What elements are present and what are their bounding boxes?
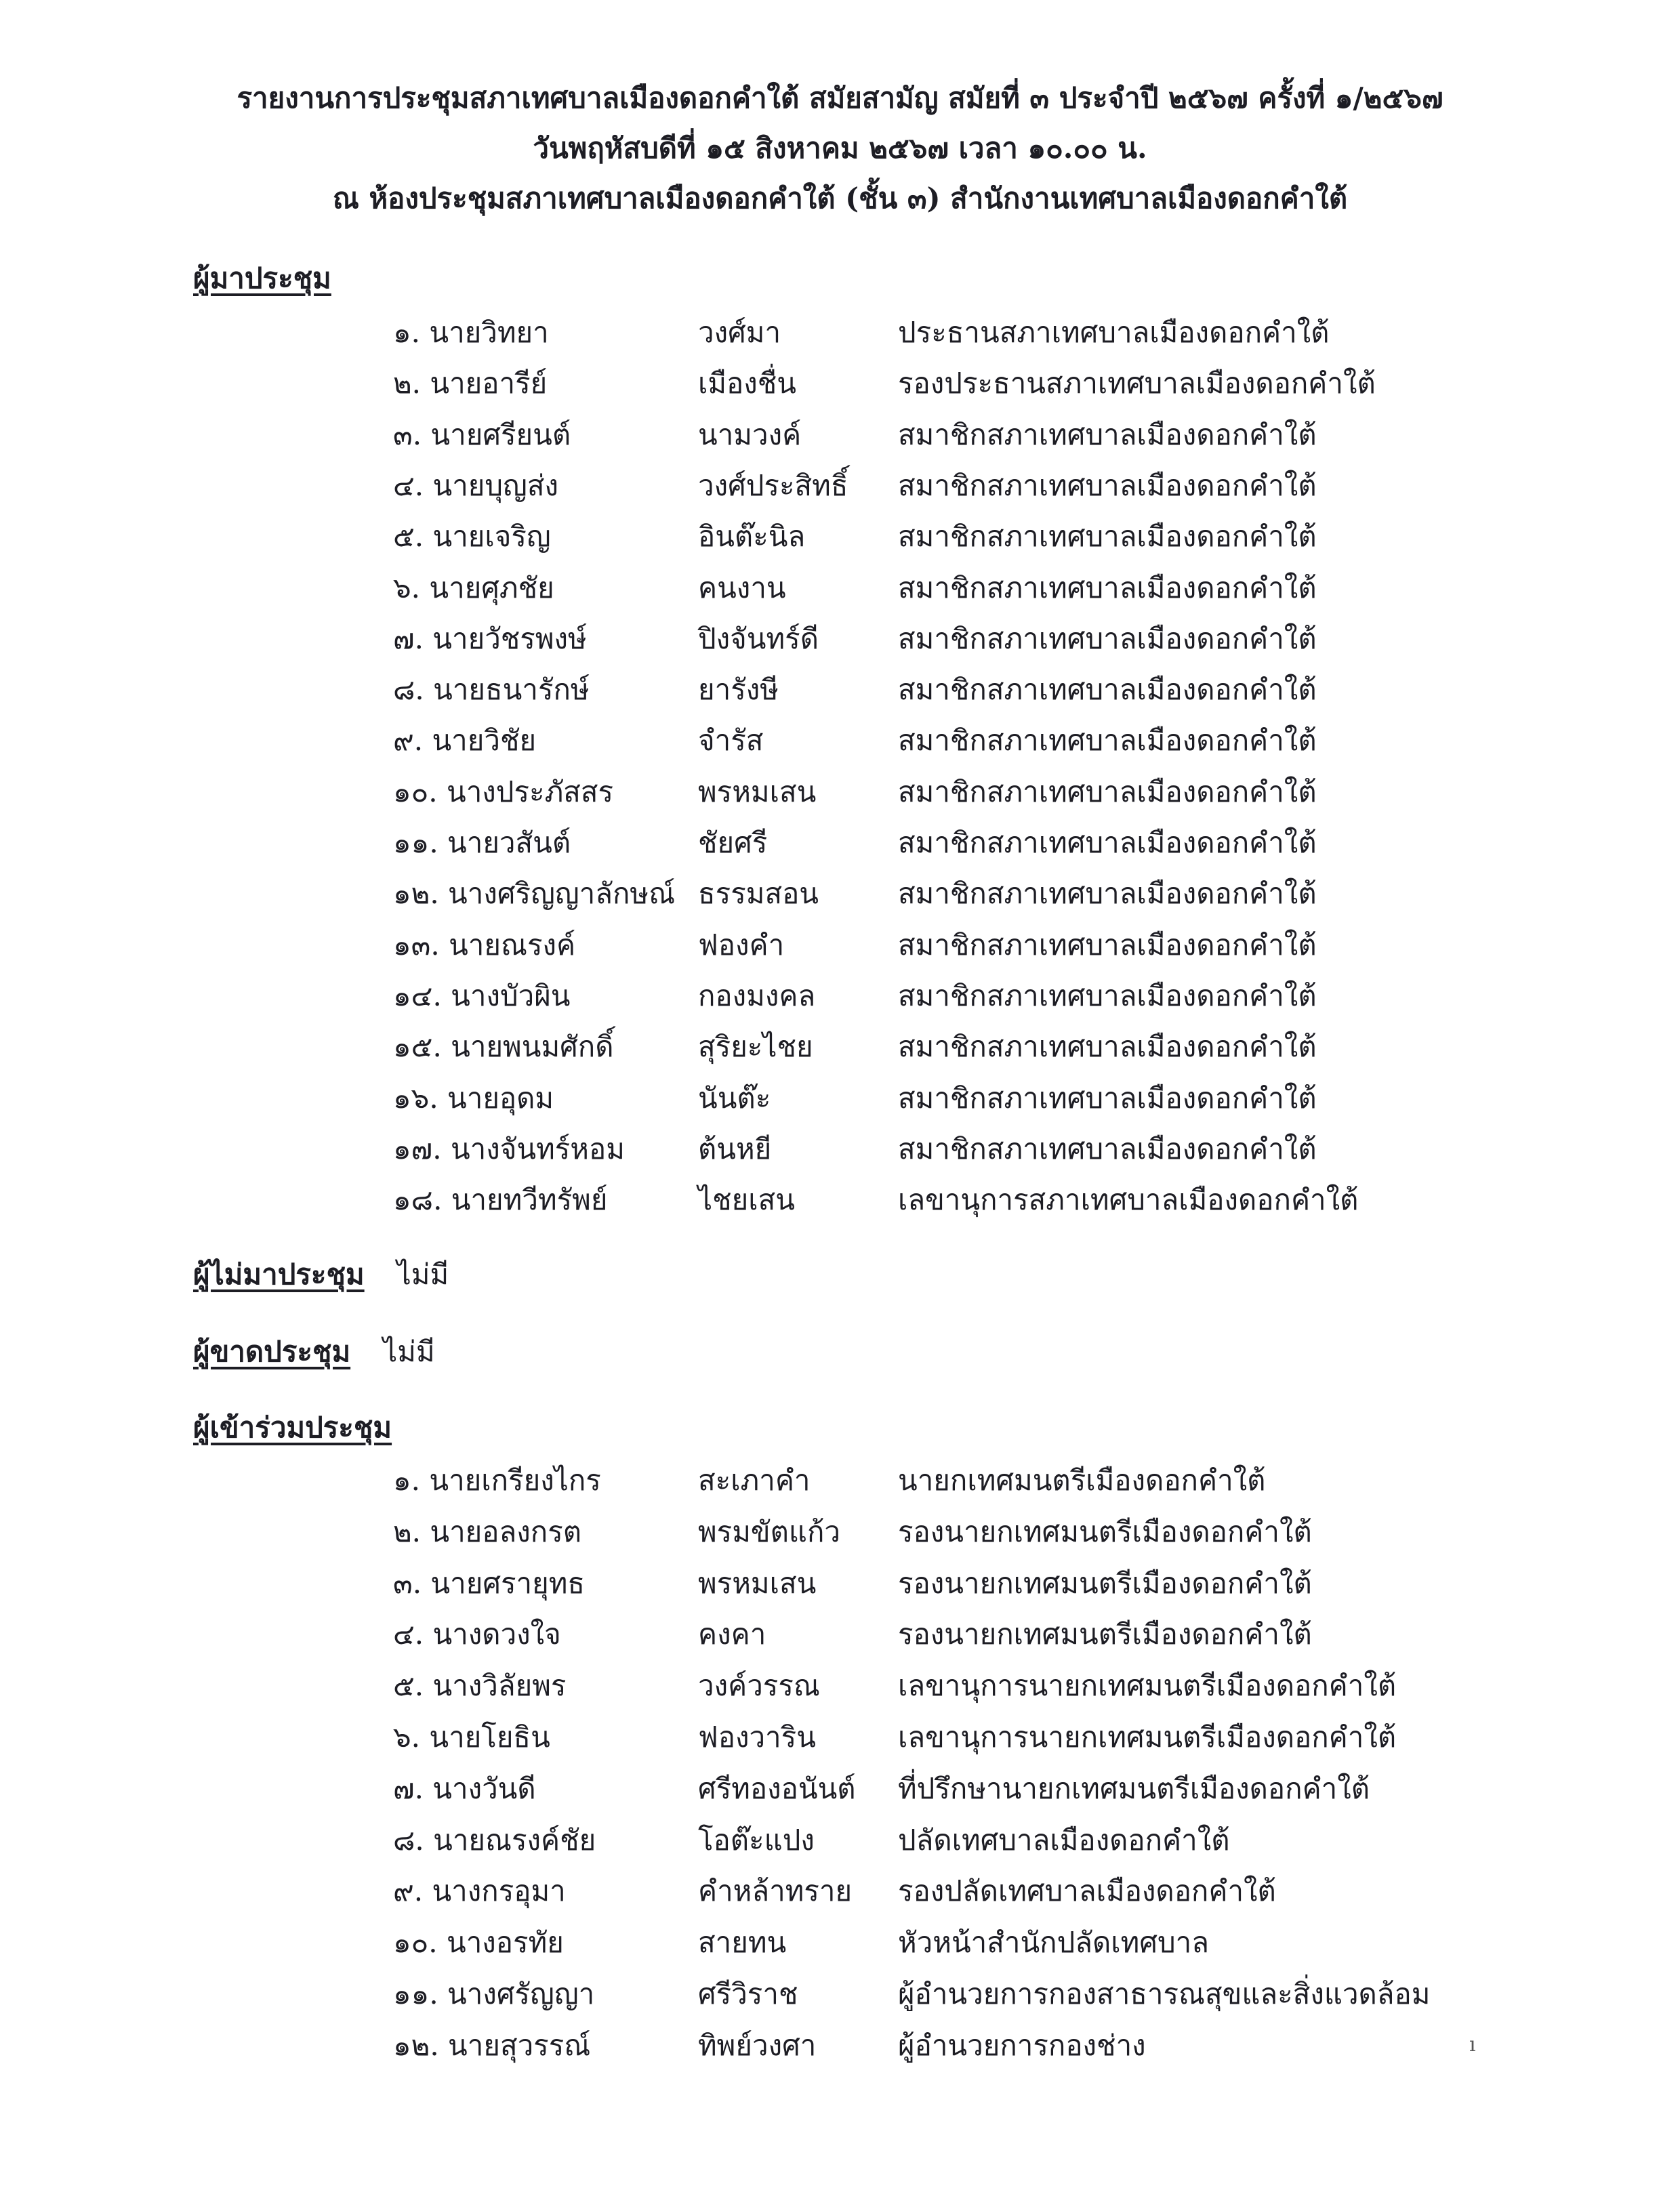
list-row — [0, 1767, 1680, 1818]
person-position: สมาชิกสภาเทศบาลเมืองดอกคำใต้ — [898, 1132, 1317, 1165]
person-name: ๖. นายศุภชัย — [393, 571, 554, 604]
person-name: ๑๕. นายพนมศักดิ์ — [393, 1030, 614, 1064]
person-position: สมาชิกสภาเทศบาลเมืองดอกคำใต้ — [898, 673, 1317, 707]
person-name: ๑๓. นายณรงค์ — [393, 928, 576, 962]
person-surname: คำหล้าทราย — [698, 1874, 853, 1908]
list-row — [0, 667, 1680, 719]
list-row — [0, 1869, 1680, 1920]
person-name: ๑๐. นางประภัสสร — [393, 775, 614, 808]
list-row — [0, 1458, 1680, 1510]
person-position: รองประธานสภาเทศบาลเมืองดอกคำใต้ — [898, 367, 1376, 400]
list-row — [0, 1972, 1680, 2023]
person-surname: ทิพย์วงศา — [698, 2028, 817, 2062]
person-surname: ต้นหยี — [698, 1132, 772, 1165]
person-surname: ไชยเสน — [698, 1183, 795, 1217]
missing-value: ไม่มี — [383, 1335, 435, 1368]
person-position: สมาชิกสภาเทศบาลเมืองดอกคำใต้ — [898, 571, 1317, 604]
person-surname: ปิงจันทร์ดี — [698, 621, 819, 655]
header-title: รายงานการประชุมสภาเทศบาลเมืองดอกคำใต้ สมัยสามัญ สมัยที่ ๓ ประจำปี ๒๕๖๗ ครั้งที่ ๑/๒๕๖๗ — [237, 81, 1443, 115]
list-row — [0, 974, 1680, 1025]
person-name: ๖. นายโยธิน — [393, 1720, 550, 1754]
person-position: สมาชิกสภาเทศบาลเมืองดอกคำใต้ — [898, 1030, 1317, 1064]
person-position: สมาชิกสภาเทศบาลเมืองดอกคำใต้ — [898, 826, 1317, 859]
person-position: เลขานุการนายกเทศมนตรีเมืองดอกคำใต้ — [898, 1720, 1397, 1754]
list-row — [0, 1920, 1680, 1972]
absent-section — [193, 1252, 449, 1293]
person-surname: ศรีทองอนันต์ — [698, 1771, 856, 1805]
person-position: นายกเทศมนตรีเมืองดอกคำใต้ — [898, 1464, 1266, 1497]
list-row — [0, 718, 1680, 770]
person-surname: สะเภาคำ — [698, 1464, 811, 1497]
person-surname: สุริยะไชย — [698, 1030, 813, 1064]
person-position: ปลัดเทศบาลเมืองดอกคำใต้ — [898, 1823, 1230, 1857]
list-row — [0, 923, 1680, 974]
absent-value: ไม่มี — [396, 1258, 449, 1291]
person-name: ๑๑. นางศรัญญา — [393, 1977, 595, 2010]
person-surname: โอต๊ะแปง — [698, 1823, 815, 1857]
person-position: รองนายกเทศมนตรีเมืองดอกคำใต้ — [898, 1566, 1312, 1600]
person-name: ๕. นายเจริญ — [393, 520, 551, 554]
person-position: รองนายกเทศมนตรีเมืองดอกคำใต้ — [898, 1617, 1312, 1651]
person-name: ๒. นายอารีย์ — [393, 367, 548, 400]
person-surname: นามวงค์ — [698, 417, 802, 451]
list-row — [0, 871, 1680, 923]
person-name: ๓. นายศรียนต์ — [393, 417, 571, 451]
person-name: ๙. นายวิชัย — [393, 724, 537, 758]
person-surname: คงคา — [698, 1617, 766, 1651]
person-position: เลขานุการสภาเทศบาลเมืองดอกคำใต้ — [898, 1183, 1359, 1217]
person-position: สมาชิกสภาเทศบาลเมืองดอกคำใต้ — [898, 468, 1317, 502]
person-name: ๑๐. นางอรทัย — [393, 1926, 564, 1960]
person-surname: ศรีวิราช — [698, 1977, 798, 2010]
person-name: ๘. นายณรงค์ชัย — [393, 1823, 596, 1857]
person-name: ๑๔. นางบัวผิน — [393, 978, 571, 1012]
absent-heading: ผู้ไม่มาประชุม — [193, 1258, 365, 1291]
person-position: สมาชิกสภาเทศบาลเมืองดอกคำใต้ — [898, 621, 1317, 655]
list-row — [0, 1127, 1680, 1178]
person-name: ๗. นายวัชรพงษ์ — [393, 621, 587, 655]
list-row — [0, 1715, 1680, 1767]
person-name: ๑. นายวิทยา — [393, 316, 549, 349]
person-surname: นันต๊ะ — [698, 1081, 771, 1115]
person-position: สมาชิกสภาเทศบาลเมืองดอกคำใต้ — [898, 417, 1317, 451]
list-row — [0, 514, 1680, 566]
person-surname: สายทน — [698, 1926, 787, 1960]
person-surname: วงศ์ประสิทธิ์ — [698, 468, 848, 502]
person-position: เลขานุการนายกเทศมนตรีเมืองดอกคำใต้ — [898, 1669, 1397, 1703]
list-row — [0, 770, 1680, 821]
person-name: ๑๖. นายอุดม — [393, 1081, 554, 1115]
document-header — [0, 73, 1680, 224]
scan-mark: ı — [1469, 2033, 1476, 2057]
person-position: สมาชิกสภาเทศบาลเมืองดอกคำใต้ — [898, 1081, 1317, 1115]
person-surname: พรหมเสน — [698, 1566, 817, 1600]
person-name: ๒. นายอลงกรต — [393, 1514, 582, 1548]
list-row — [0, 617, 1680, 668]
list-row — [0, 1612, 1680, 1664]
list-row — [0, 413, 1680, 464]
list-row — [0, 1818, 1680, 1870]
header-date-time: วันพฤหัสบดีที่ ๑๕ สิงหาคม ๒๕๖๗ เวลา ๑๐.๐๐ น. — [533, 131, 1147, 165]
list-row — [0, 361, 1680, 413]
person-surname: เมืองชื่น — [698, 367, 796, 400]
list-row — [0, 1025, 1680, 1076]
person-position: สมาชิกสภาเทศบาลเมืองดอกคำใต้ — [898, 928, 1317, 962]
person-name: ๕. นางวิลัยพร — [393, 1669, 567, 1703]
person-position: ผู้อำนวยการกองช่าง — [898, 2028, 1146, 2062]
person-position: รองปลัดเทศบาลเมืองดอกคำใต้ — [898, 1874, 1276, 1908]
missing-heading: ผู้ขาดประชุม — [193, 1335, 351, 1368]
list-row — [0, 1076, 1680, 1128]
person-surname: ชัยศรี — [698, 826, 768, 859]
person-name: ๑๑. นายวสันต์ — [393, 826, 571, 859]
person-name: ๑๒. นางศริญญาลักษณ์ — [393, 877, 676, 911]
person-surname: กองมงคล — [698, 978, 816, 1012]
person-name: ๑๒. นายสุวรรณ์ — [393, 2028, 591, 2062]
person-position: รองนายกเทศมนตรีเมืองดอกคำใต้ — [898, 1514, 1312, 1548]
person-name: ๑. นายเกรียงไกร — [393, 1464, 601, 1497]
person-position: สมาชิกสภาเทศบาลเมืองดอกคำใต้ — [898, 978, 1317, 1012]
person-position: หัวหน้าสำนักปลัดเทศบาล — [898, 1926, 1209, 1960]
header-location: ณ ห้องประชุมสภาเทศบาลเมืองดอกคำใต้ (ชั้น ๓) สำนักงานเทศบาลเมืองดอกคำใต้ — [332, 182, 1348, 215]
person-surname: ธรรมสอน — [698, 877, 819, 911]
person-name: ๑๘. นายทวีทรัพย์ — [393, 1183, 608, 1217]
attendees-heading: ผู้มาประชุม — [193, 262, 331, 295]
person-surname: คนงาน — [698, 571, 786, 604]
person-name: ๘. นายธนารักษ์ — [393, 673, 590, 707]
person-position: ที่ปรึกษานายกเทศมนตรีเมืองดอกคำใต้ — [898, 1771, 1370, 1805]
person-position: สมาชิกสภาเทศบาลเมืองดอกคำใต้ — [898, 724, 1317, 758]
list-row — [0, 463, 1680, 515]
person-position: สมาชิกสภาเทศบาลเมืองดอกคำใต้ — [898, 775, 1317, 808]
list-row — [0, 1510, 1680, 1561]
person-surname: วงค์วรรณ — [698, 1669, 820, 1703]
list-row — [0, 1664, 1680, 1715]
person-position: ผู้อำนวยการกองสาธารณสุขและสิ่งแวดล้อม — [898, 1977, 1431, 2010]
list-row — [0, 821, 1680, 872]
person-surname: วงศ์มา — [698, 316, 781, 349]
person-surname: อินต๊ะนิล — [698, 520, 806, 554]
list-row — [0, 566, 1680, 617]
person-surname: ฟองวาริน — [698, 1720, 816, 1754]
person-name: ๙. นางกรอุมา — [393, 1874, 566, 1908]
person-surname: พรหมเสน — [698, 775, 817, 808]
person-position: สมาชิกสภาเทศบาลเมืองดอกคำใต้ — [898, 877, 1317, 911]
person-surname: ยารังษี — [698, 673, 779, 707]
person-surname: พรมขัตแก้ว — [698, 1514, 840, 1548]
person-position: สมาชิกสภาเทศบาลเมืองดอกคำใต้ — [898, 520, 1317, 554]
person-name: ๑๗. นางจันทร์หอม — [393, 1132, 625, 1165]
list-row — [0, 310, 1680, 362]
missing-section — [193, 1329, 435, 1370]
list-row — [0, 1561, 1680, 1613]
person-position: ประธานสภาเทศบาลเมืองดอกคำใต้ — [898, 316, 1330, 349]
list-row — [0, 2023, 1680, 2075]
list-row — [0, 1178, 1680, 1229]
person-name: ๔. นายบุญส่ง — [393, 468, 558, 502]
person-name: ๗. นางวันดี — [393, 1771, 536, 1805]
person-name: ๔. นางดวงใจ — [393, 1617, 561, 1651]
person-surname: จำรัส — [698, 724, 764, 758]
participants-heading: ผู้เข้าร่วมประชุม — [193, 1411, 392, 1444]
person-name: ๓. นายศรายุทธ — [393, 1566, 586, 1600]
person-surname: ฟองคำ — [698, 928, 785, 962]
